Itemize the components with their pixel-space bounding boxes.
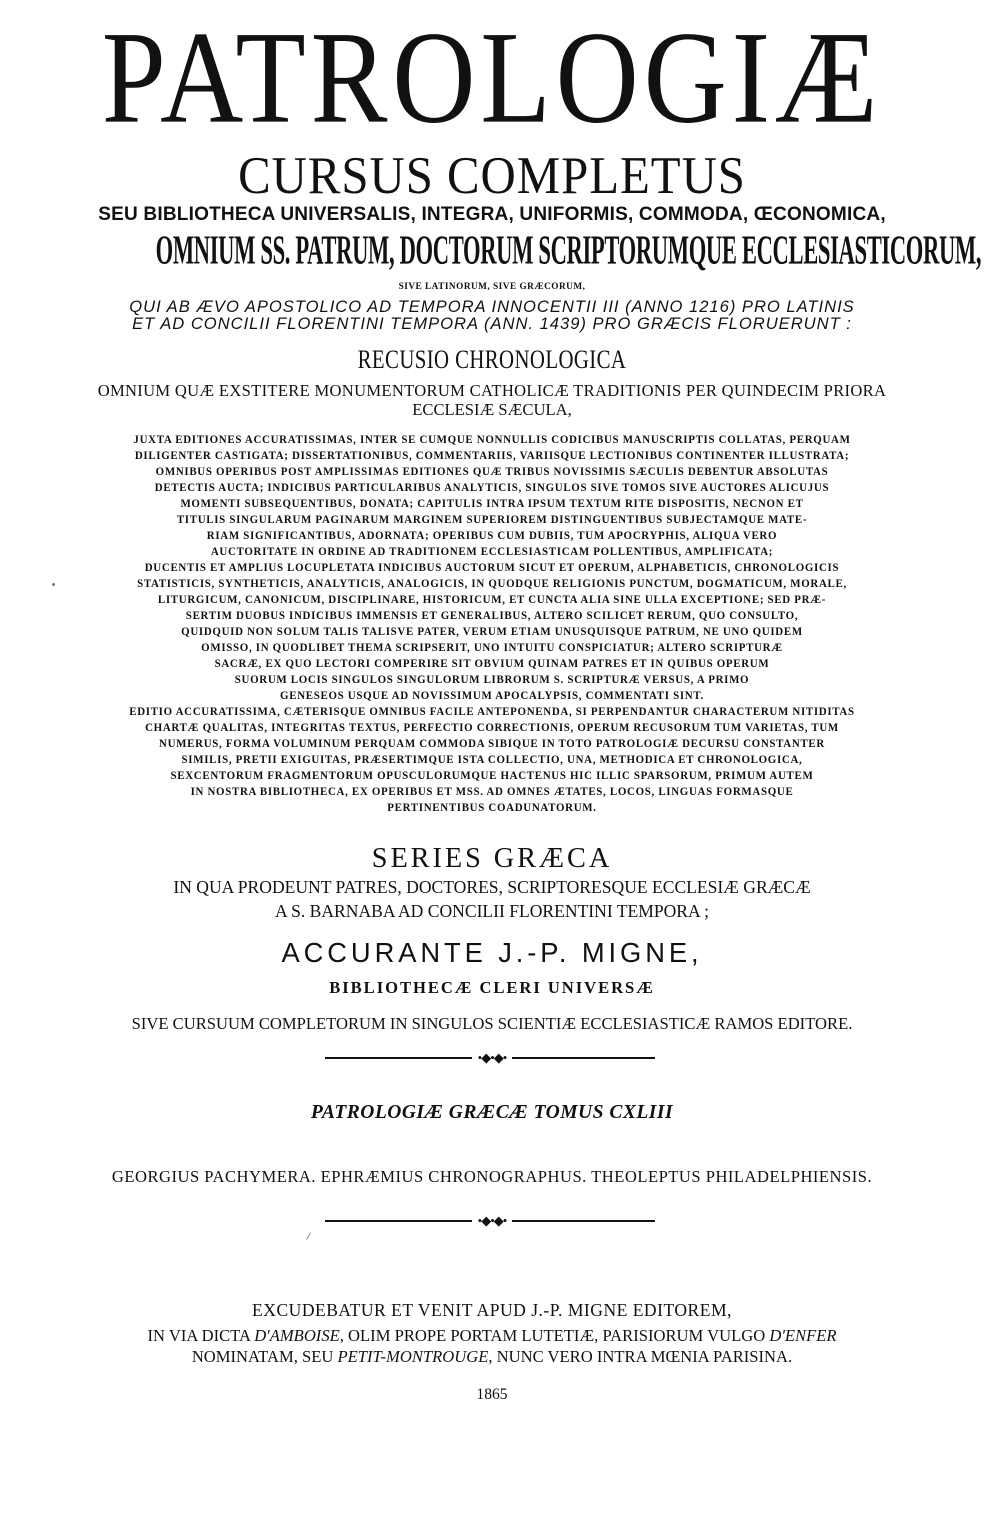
ornament-top <box>0 1051 984 1064</box>
description-line: CHARTÆ QUALITAS, INTEGRITAS TEXTUS, PERFECTIO CORRECTIONIS, OPERUM RECUSORUM TUM VARIETAS, TUM <box>145 722 839 734</box>
omnium-quae-line-1: OMNIUM QUÆ EXSTITERE MONUMENTORUM CATHOLICÆ TRADITIONIS PER QUINDECIM PRIORA <box>97 381 887 400</box>
nominatam-line <box>12 1347 972 1367</box>
nominatam-text: NOMINATAM, SEU <box>191 1347 338 1366</box>
description-line: PERTINENTIBUS COADUNATORUM. <box>387 802 597 814</box>
ornament-glyphs: •◆•◆• <box>472 1213 513 1228</box>
in-via-text: , OLIM PROPE PORTAM LUTETIÆ, PARISIORUM VULGO <box>339 1326 770 1345</box>
ornament-bottom <box>0 1214 984 1227</box>
description-line: NUMERUS, FORMA VOLUMINUM PERQUAM COMMODA SIBIQUE IN TOTO PATROLOGIÆ DECURSU CONSTANTER <box>159 738 825 750</box>
description-line: SEXCENTORUM FRAGMENTORUM OPUSCULORUMQUE HACTENUS HIC ILLIC SPARSORUM, PRIMUM AUTEM <box>170 770 814 782</box>
a-barnaba-line: A S. BARNABA AD CONCILII FLORENTINI TEMPORA ; <box>274 901 710 921</box>
description-line: TITULIS SINGULARUM PAGINARUM MARGINEM SUPERIOREM DISTINGUENTIBUS SUBJECTAMQUE MATE- <box>176 514 808 526</box>
description-line: DETECTIS AUCTA; INDICIBUS PARTICULARIBUS ANALYTICIS, SINGULOS SIVE TOMOS SIVE AUCTORES ALICUJUS <box>154 482 830 494</box>
publication-year: 1865 <box>476 1386 508 1403</box>
district-name: PETIT-MONTROUGE <box>337 1347 489 1366</box>
tomus-line: PATROLOGIÆ GRÆCÆ TOMUS CXLIII <box>310 1101 674 1123</box>
series-heading: SERIES GRÆCA <box>371 842 613 874</box>
subtitle: CURSUS COMPLETUS <box>238 145 746 205</box>
description-line: LITURGICUM, CANONICUM, DISCIPLINARE, HISTORICUM, ET CUNCTA ALIA SINE ULLA EXCEPTIONE; SED PRÆ- <box>157 594 827 606</box>
description-line: AUCTORITATE IN ORDINE AD TRADITIONEM ECCLESIASTICAM POLLENTIBUS, AMPLIFICATA; <box>210 546 774 558</box>
bibliothecae-line: BIBLIOTHECÆ CLERI UNIVERSÆ <box>329 978 655 997</box>
authors-line: GEORGIUS PACHYMERA. EPHRÆMIUS CHRONOGRAPHUS. THEOLEPTUS PHILADELPHIENSIS. <box>111 1167 873 1186</box>
street-name: D'ENFER <box>769 1326 837 1345</box>
sive-cursuum-line: SIVE CURSUUM COMPLETORUM IN SINGULOS SCIENTIÆ ECCLESIASTICÆ RAMOS EDITORE. <box>131 1014 853 1033</box>
seu-line: SEU BIBLIOTHECA UNIVERSALIS, INTEGRA, UNIFORMIS, COMMODA, ŒCONOMICA, <box>98 203 886 225</box>
omnium-quae-line-2: ECCLESIÆ SÆCULA, <box>412 400 572 419</box>
description-line: STATISTICIS, SYNTHETICIS, ANALYTICIS, ANALOGICIS, IN QUODQUE RELIGIONIS PUNCTUM, DOGMATICUM, MORALE, <box>137 578 847 590</box>
accurante-line: ACCURANTE J.-P. MIGNE, <box>281 937 703 968</box>
description-line: SACRÆ, EX QUO LECTORI COMPERIRE SIT OBVIUM QUINAM PATRES ET IN QUIBUS OPERUM <box>214 658 770 670</box>
ornament-glyphs: •◆•◆• <box>472 1050 513 1065</box>
sive-latinorum-line: SIVE LATINORUM, SIVE GRÆCORUM, <box>398 282 586 292</box>
description-line: SUORUM LOCIS SINGULOS SINGULORUM LIBRORUM S. SCRIPTURÆ VERSUS, A PRIMO <box>234 674 750 686</box>
main-title: PATROLOGIÆ <box>101 4 883 151</box>
description-line: EDITIO ACCURATISSIMA, CÆTERISQUE OMNIBUS FACILE ANTEPONENDA, SI PERPENDANTUR CHARACTERUM NITIDITAS <box>129 706 855 718</box>
description-line: GENESEOS USQUE AD NOVISSIMUM APOCALYPSIS, COMMENTATI SINT. <box>280 690 704 702</box>
description-line: IN NOSTRA BIBLIOTHECA, EX OPERIBUS ET MSS. AD OMNES ÆTATES, LOCOS, LINGUAS FORMASQUE <box>190 786 794 798</box>
description-line: QUIDQUID NON SOLUM TALIS TALISVE PATER, VERUM ETIAM UNUSQUISQUE PATRUM, NE UNO QUIDEM <box>181 626 803 638</box>
qui-line-1: QUI AB ÆVO APOSTOLICO AD TEMPORA INNOCENTII III (ANNO 1216) PRO LATINIS <box>129 297 855 316</box>
description-line: SERTIM DUOBUS INDICIBUS IMMENSIS ET GENERALIBUS, ALTERO SCILICET RERUM, QUO CONSULTO, <box>185 610 799 622</box>
in-qua-line: IN QUA PRODEUNT PATRES, DOCTORES, SCRIPTORESQUE ECCLESIÆ GRÆCÆ <box>173 877 811 897</box>
excudebatur-line: EXCUDEBATUR ET VENIT APUD J.-P. MIGNE EDITOREM, <box>252 1300 732 1320</box>
in-via-text: IN VIA DICTA <box>147 1326 255 1345</box>
description-line: DUCENTIS ET AMPLIUS LOCUPLETATA INDICIBUS AUCTORUM SICUT ET OPERUM, ALPHABETICIS, CHRONOLOGICIS <box>144 562 840 574</box>
street-name: D'AMBOISE <box>254 1326 340 1345</box>
omnium-line: OMNIUM SS. PATRUM, DOCTORUM SCRIPTORUMQUE ECCLESIASTICORUM, <box>155 228 982 274</box>
print-speck <box>306 1232 311 1239</box>
nominatam-text: , NUNC VERO INTRA MŒNIA PARISINA. <box>488 1347 793 1366</box>
print-speck <box>52 583 55 586</box>
qui-line-2: ET AD CONCILII FLORENTINI TEMPORA (ANN. 1439) PRO GRÆCIS FLORUERUNT : <box>132 314 852 333</box>
description-line: MOMENTI SUBSEQUENTIBUS, DONATA; CAPITULIS INTRA IPSUM TEXTUM RITE DISPOSITIS, NECNON ET <box>180 498 804 510</box>
recusio-heading: RECUSIO CHRONOLOGICA <box>357 345 627 374</box>
in-via-line <box>12 1326 972 1346</box>
description-line: SIMILIS, PRETII EXIGUITAS, PRÆSERTIMQUE ISTA COLLECTIO, UNA, METHODICA ET CHRONOLOGICA, <box>181 754 803 766</box>
description-line: DILIGENTER CASTIGATA; DISSERTATIONIBUS, COMMENTARIIS, VARIISQUE LECTIONIBUS CONTINENTER ILLUSTRATA; <box>134 450 850 462</box>
description-line: RIAM SIGNIFICANTIBUS, ADORNATA; OPERIBUS CUM DUBIIS, TUM APOCRYPHIS, ALIQUA VERO <box>206 530 778 542</box>
description-line: JUXTA EDITIONES ACCURATISSIMAS, INTER SE CUMQUE NONNULLIS CODICIBUS MANUSCRIPTIS COLLATAS, PERQUAM <box>133 434 851 446</box>
description-line: OMNIBUS OPERIBUS POST AMPLISSIMAS EDITIONES QUÆ TRIBUS NOVISSIMIS SÆCULIS DEBENTUR ABSOLUTAS <box>155 466 829 478</box>
description-line: OMISSO, IN QUODLIBET THEMA SCRIPSERIT, UNO INTUITU CONSPICIATUR; ALTERO SCRIPTURÆ <box>201 642 783 654</box>
